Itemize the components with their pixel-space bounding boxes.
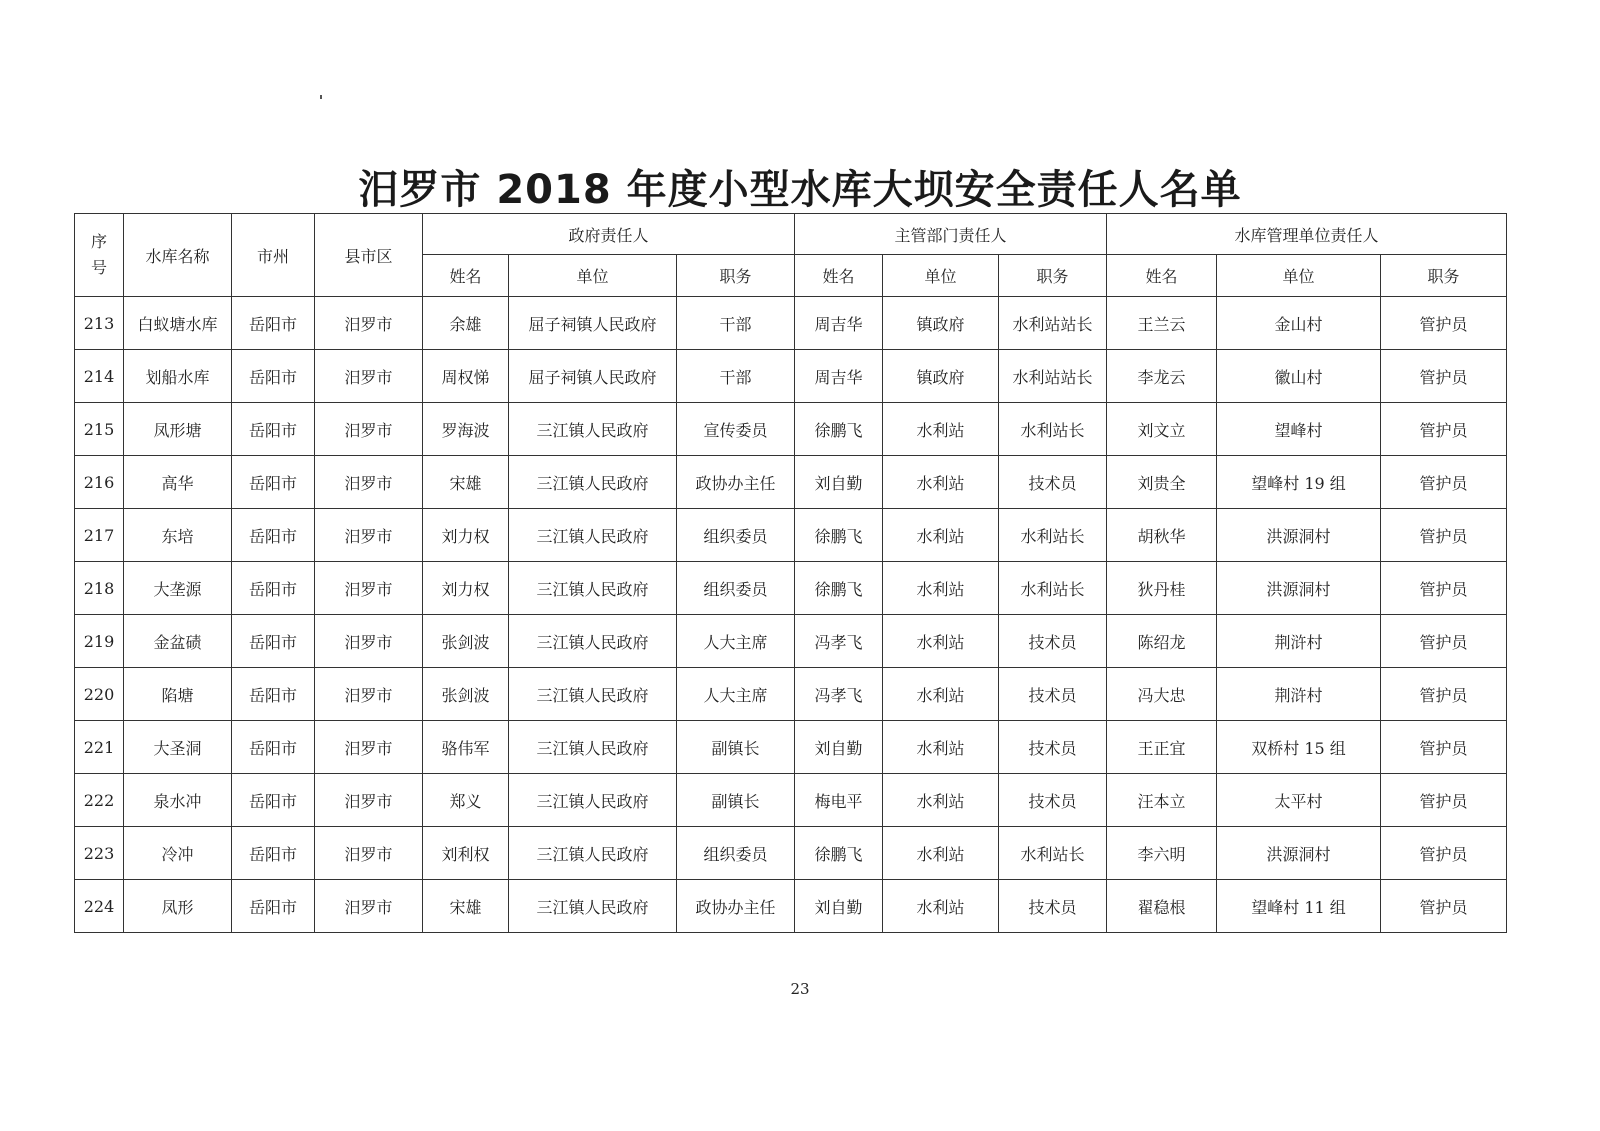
cell-mgmt-position: 管护员 [1381,615,1507,668]
cell-county: 汨罗市 [315,350,423,403]
cell-dept-position: 技术员 [999,615,1107,668]
cell-reservoir-name: 高华 [124,456,232,509]
cell-seq: 213 [75,297,124,350]
cell-reservoir-name: 东培 [124,509,232,562]
cell-dept-unit: 镇政府 [883,350,999,403]
cell-mgmt-position: 管护员 [1381,403,1507,456]
cell-mgmt-name: 翟稳根 [1107,880,1217,933]
cell-seq: 224 [75,880,124,933]
cell-mgmt-position: 管护员 [1381,774,1507,827]
cell-mgmt-name: 王正宜 [1107,721,1217,774]
cell-dept-unit: 水利站 [883,827,999,880]
cell-gov-position: 人大主席 [677,668,795,721]
cell-dept-unit: 镇政府 [883,297,999,350]
cell-mgmt-position: 管护员 [1381,827,1507,880]
cell-city: 岳阳市 [232,456,315,509]
cell-mgmt-position: 管护员 [1381,668,1507,721]
cell-dept-position: 水利站长 [999,509,1107,562]
cell-dept-name: 梅电平 [795,774,883,827]
cell-gov-name: 宋雄 [423,880,509,933]
table-row [75,456,1507,509]
cell-gov-position: 政协办主任 [677,880,795,933]
cell-mgmt-unit: 望峰村 19 组 [1217,456,1381,509]
cell-dept-unit: 水利站 [883,615,999,668]
cell-mgmt-unit: 金山村 [1217,297,1381,350]
cell-dept-unit: 水利站 [883,668,999,721]
cell-gov-unit: 三江镇人民政府 [509,509,677,562]
cell-gov-unit: 三江镇人民政府 [509,668,677,721]
cell-gov-position: 组织委员 [677,562,795,615]
cell-gov-position: 政协办主任 [677,456,795,509]
cell-dept-position: 技术员 [999,880,1107,933]
cell-dept-name: 刘自勤 [795,721,883,774]
header-gov-group: 政府责任人 [423,214,795,255]
cell-mgmt-unit: 太平村 [1217,774,1381,827]
cell-city: 岳阳市 [232,350,315,403]
cell-county: 汨罗市 [315,562,423,615]
cell-city: 岳阳市 [232,297,315,350]
cell-mgmt-unit: 望峰村 11 组 [1217,880,1381,933]
table-row [75,721,1507,774]
cell-reservoir-name: 划船水库 [124,350,232,403]
header-mgmt-position: 职务 [1381,255,1507,297]
cell-mgmt-name: 李六明 [1107,827,1217,880]
cell-seq: 220 [75,668,124,721]
table-row [75,562,1507,615]
cell-gov-unit: 三江镇人民政府 [509,880,677,933]
cell-gov-unit: 三江镇人民政府 [509,456,677,509]
cell-dept-name: 徐鹏飞 [795,827,883,880]
cell-county: 汨罗市 [315,403,423,456]
cell-seq: 218 [75,562,124,615]
cell-mgmt-unit: 双桥村 15 组 [1217,721,1381,774]
cell-city: 岳阳市 [232,562,315,615]
cell-county: 汨罗市 [315,615,423,668]
cell-seq: 216 [75,456,124,509]
cell-mgmt-name: 李龙云 [1107,350,1217,403]
cell-seq: 222 [75,774,124,827]
cell-gov-unit: 三江镇人民政府 [509,615,677,668]
cell-dept-position: 技术员 [999,721,1107,774]
cell-mgmt-name: 刘贵全 [1107,456,1217,509]
cell-dept-position: 水利站站长 [999,350,1107,403]
cell-city: 岳阳市 [232,668,315,721]
cell-county: 汨罗市 [315,774,423,827]
cell-reservoir-name: 泉水冲 [124,774,232,827]
header-mgmt-name: 姓名 [1107,255,1217,297]
cell-gov-name: 张剑波 [423,668,509,721]
cell-dept-name: 徐鹏飞 [795,403,883,456]
cell-seq: 221 [75,721,124,774]
cell-gov-name: 郑义 [423,774,509,827]
header-dept-name: 姓名 [795,255,883,297]
header-gov-name: 姓名 [423,255,509,297]
cell-seq: 223 [75,827,124,880]
cell-reservoir-name: 大圣洞 [124,721,232,774]
cell-dept-name: 刘自勤 [795,880,883,933]
cell-gov-position: 组织委员 [677,509,795,562]
cell-mgmt-name: 汪本立 [1107,774,1217,827]
cell-city: 岳阳市 [232,615,315,668]
table-row [75,774,1507,827]
cell-gov-position: 副镇长 [677,721,795,774]
cell-mgmt-unit: 徽山村 [1217,350,1381,403]
cell-gov-name: 宋雄 [423,456,509,509]
cell-mgmt-position: 管护员 [1381,509,1507,562]
cell-seq: 217 [75,509,124,562]
table-row [75,297,1507,350]
cell-dept-name: 冯孝飞 [795,615,883,668]
cell-seq: 215 [75,403,124,456]
cell-mgmt-name: 冯大忠 [1107,668,1217,721]
cell-gov-name: 罗海波 [423,403,509,456]
cell-dept-name: 刘自勤 [795,456,883,509]
cell-county: 汨罗市 [315,880,423,933]
cell-mgmt-name: 陈绍龙 [1107,615,1217,668]
cell-county: 汨罗市 [315,297,423,350]
header-gov-position: 职务 [677,255,795,297]
cell-reservoir-name: 凤形 [124,880,232,933]
table-body [75,297,1507,933]
cell-gov-name: 周权悌 [423,350,509,403]
cell-mgmt-name: 胡秋华 [1107,509,1217,562]
cell-city: 岳阳市 [232,403,315,456]
header-mgmt-unit: 单位 [1217,255,1381,297]
table-row [75,403,1507,456]
table-row [75,668,1507,721]
cell-city: 岳阳市 [232,774,315,827]
cell-county: 汨罗市 [315,456,423,509]
cell-dept-name: 徐鹏飞 [795,509,883,562]
cell-gov-position: 干部 [677,350,795,403]
cell-dept-name: 周吉华 [795,350,883,403]
header-gov-unit: 单位 [509,255,677,297]
cell-city: 岳阳市 [232,880,315,933]
cell-gov-position: 人大主席 [677,615,795,668]
cell-gov-unit: 屈子祠镇人民政府 [509,350,677,403]
cell-mgmt-name: 刘文立 [1107,403,1217,456]
cell-dept-unit: 水利站 [883,721,999,774]
header-mgmt-group: 水库管理单位责任人 [1107,214,1507,255]
cell-mgmt-position: 管护员 [1381,350,1507,403]
cell-dept-position: 技术员 [999,668,1107,721]
cell-dept-unit: 水利站 [883,562,999,615]
cell-city: 岳阳市 [232,721,315,774]
cell-mgmt-unit: 洪源洞村 [1217,827,1381,880]
responsibility-table [74,213,1507,933]
cell-gov-unit: 三江镇人民政府 [509,827,677,880]
page-number: 23 [790,980,810,998]
cell-gov-name: 骆伟军 [423,721,509,774]
cell-dept-name: 冯孝飞 [795,668,883,721]
cell-dept-name: 周吉华 [795,297,883,350]
cell-reservoir-name: 白蚁塘水库 [124,297,232,350]
cell-county: 汨罗市 [315,721,423,774]
cell-mgmt-unit: 望峰村 [1217,403,1381,456]
cell-dept-unit: 水利站 [883,403,999,456]
cell-gov-name: 刘利权 [423,827,509,880]
cell-mgmt-position: 管护员 [1381,297,1507,350]
cell-gov-name: 张剑波 [423,615,509,668]
cell-mgmt-position: 管护员 [1381,721,1507,774]
cell-dept-unit: 水利站 [883,774,999,827]
cell-gov-unit: 三江镇人民政府 [509,774,677,827]
header-seq-line1: 序 [90,232,107,251]
cell-seq: 219 [75,615,124,668]
cell-dept-position: 水利站长 [999,403,1107,456]
cell-mgmt-unit: 荆浒村 [1217,615,1381,668]
cell-reservoir-name: 冷冲 [124,827,232,880]
header-seq-line2: 号 [90,258,107,277]
cell-dept-unit: 水利站 [883,880,999,933]
cell-dept-position: 水利站长 [999,827,1107,880]
cell-dept-position: 技术员 [999,456,1107,509]
cell-county: 汨罗市 [315,668,423,721]
header-dept-position: 职务 [999,255,1107,297]
cell-gov-unit: 三江镇人民政府 [509,403,677,456]
table-row [75,350,1507,403]
cell-city: 岳阳市 [232,509,315,562]
cell-county: 汨罗市 [315,509,423,562]
cell-gov-position: 宣传委员 [677,403,795,456]
cell-mgmt-position: 管护员 [1381,456,1507,509]
table-row [75,880,1507,933]
header-seq [75,214,124,297]
cell-gov-unit: 屈子祠镇人民政府 [509,297,677,350]
cell-mgmt-position: 管护员 [1381,562,1507,615]
cell-reservoir-name: 陷塘 [124,668,232,721]
cell-mgmt-name: 王兰云 [1107,297,1217,350]
cell-gov-name: 刘力权 [423,509,509,562]
scan-speck [320,95,322,99]
header-dept-group: 主管部门责任人 [795,214,1107,255]
cell-reservoir-name: 凤形塘 [124,403,232,456]
cell-city: 岳阳市 [232,827,315,880]
cell-gov-name: 余雄 [423,297,509,350]
cell-gov-unit: 三江镇人民政府 [509,721,677,774]
cell-gov-position: 干部 [677,297,795,350]
cell-reservoir-name: 金盆碛 [124,615,232,668]
cell-dept-name: 徐鹏飞 [795,562,883,615]
cell-mgmt-unit: 洪源洞村 [1217,562,1381,615]
cell-mgmt-unit: 荆浒村 [1217,668,1381,721]
header-county: 县市区 [315,214,423,297]
table-row [75,827,1507,880]
cell-gov-position: 副镇长 [677,774,795,827]
cell-seq: 214 [75,350,124,403]
cell-county: 汨罗市 [315,827,423,880]
cell-gov-unit: 三江镇人民政府 [509,562,677,615]
cell-dept-position: 水利站站长 [999,297,1107,350]
cell-mgmt-unit: 洪源洞村 [1217,509,1381,562]
header-dept-unit: 单位 [883,255,999,297]
header-reservoir: 水库名称 [124,214,232,297]
cell-dept-unit: 水利站 [883,509,999,562]
cell-mgmt-position: 管护员 [1381,880,1507,933]
header-city: 市州 [232,214,315,297]
cell-dept-position: 技术员 [999,774,1107,827]
cell-reservoir-name: 大垄源 [124,562,232,615]
cell-dept-position: 水利站长 [999,562,1107,615]
cell-gov-name: 刘力权 [423,562,509,615]
cell-dept-unit: 水利站 [883,456,999,509]
cell-gov-position: 组织委员 [677,827,795,880]
page-title: 汨罗市 2018 年度小型水库大坝安全责任人名单 [358,167,1242,213]
table-row [75,509,1507,562]
table-row [75,615,1507,668]
cell-mgmt-name: 狄丹桂 [1107,562,1217,615]
